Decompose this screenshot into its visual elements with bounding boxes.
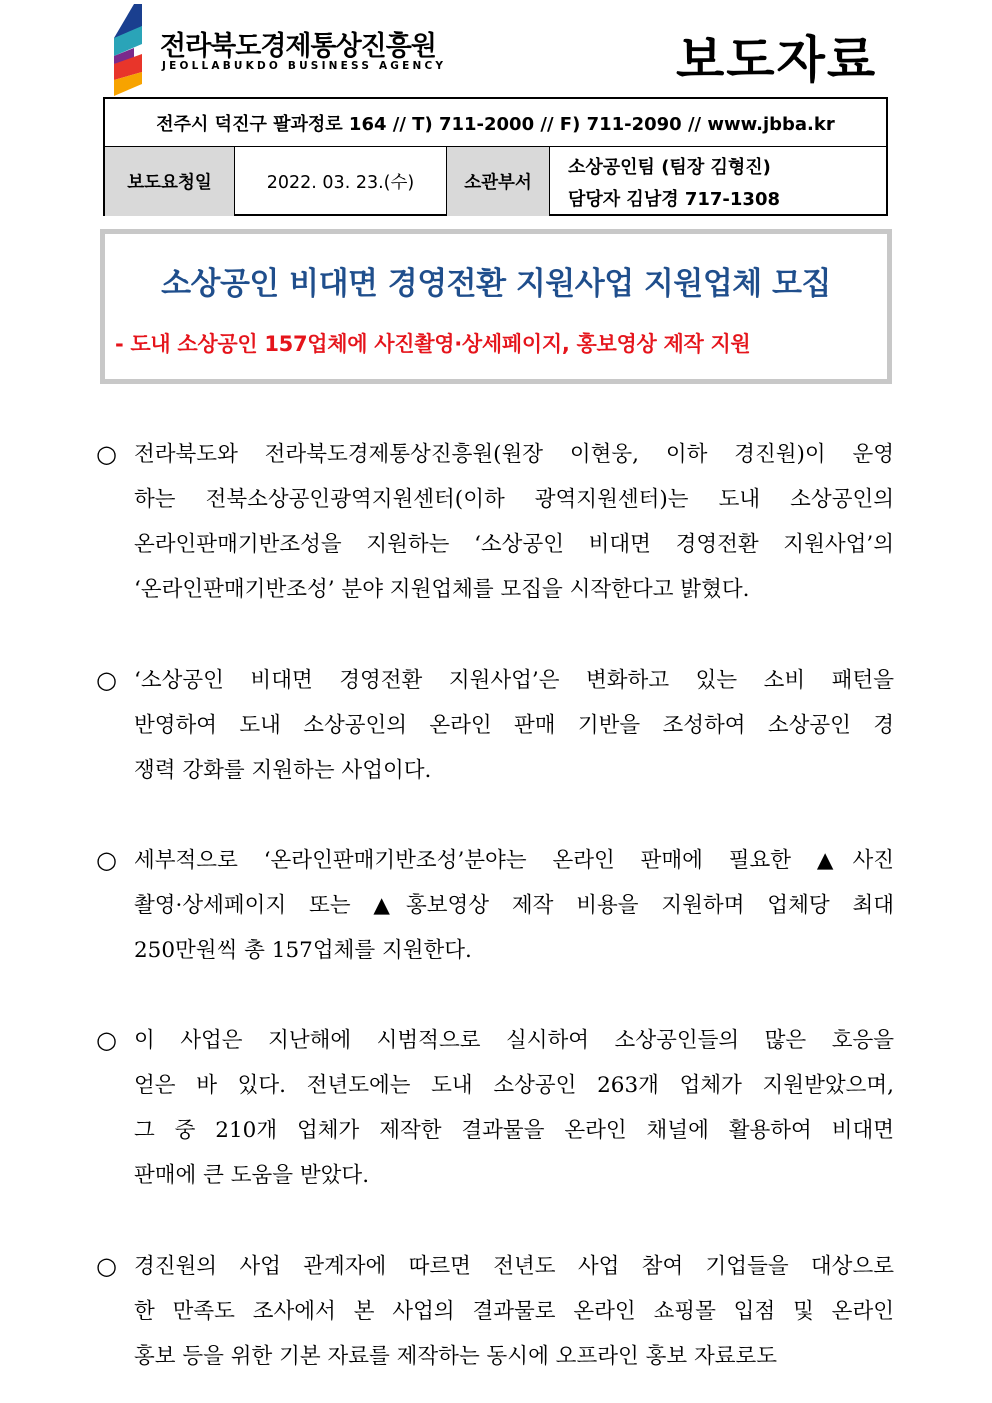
paragraph-line: 판매에 큰 도움을 받았다. [134,1163,370,1188]
bullet-circle-icon: ○ [96,1026,117,1054]
request-date-label: 보도요청일 [105,147,235,216]
paragraph-line: ‘온라인판매기반조성’ 분야 지원업체를 모집을 시작한다고 밝혔다. [134,577,750,602]
paragraph-line: 250만원씩 총 157업체를 지원한다. [134,938,472,963]
bullet-circle-icon: ○ [96,846,117,874]
bullet-circle-icon: ○ [96,1252,117,1280]
department-label: 소관부서 [447,147,550,216]
organization-name: 전라북도경제통상진흥원 [160,31,436,62]
paragraph-line: 전라북도와 전라북도경제통상진흥원(원장 이현웅, 이하 경진원)이 운영 [134,442,894,467]
request-date-value: 2022. 03. 23.(수) [235,147,447,216]
organization-logo [108,4,160,96]
paragraph-line: 홍보 등을 위한 기본 자료를 제작하는 동시에 오프라인 홍보 자료로도 [134,1344,778,1369]
headline-subtitle: - 도내 소상공인 157업체에 사진촬영·상세페이지, 홍보영상 제작 지원 [115,332,751,356]
department-contact: 담당자 김남경 717-1308 [568,188,781,210]
paragraph-line: 한 만족도 조사에서 본 사업의 결과물로 온라인 쇼핑몰 입점 및 온라인 [134,1299,894,1324]
paragraph-line: 얻은 바 있다. 전년도에는 도내 소상공인 263개 업체가 지원받았으며, [134,1073,894,1098]
organization-english-name: JEOLLABUKDO BUSINESS AGENCY [162,60,447,72]
paragraph-line: 그 중 210개 업체가 제작한 결과물을 온라인 채널에 활용하여 비대면 [134,1118,894,1143]
paragraph-line: 하는 전북소상공인광역지원센터(이하 광역지원센터)는 도내 소상공인의 [134,487,894,512]
paragraph-line: 세부적으로 ‘온라인판매기반조성’분야는 온라인 판매에 필요한 ▲사진 [134,848,894,873]
paragraph-line: 반영하여 도내 소상공인의 온라인 판매 기반을 조성하여 소상공인 경 [134,713,894,738]
bullet-circle-icon: ○ [96,440,117,468]
headline-box [100,229,892,384]
paragraph-line: 온라인판매기반조성을 지원하는 ‘소상공인 비대면 경영전환 지원사업’의 [134,532,894,557]
contact-address: 전주시 덕진구 팔과정로 164 // T) 711-2000 // F) 711-2090 // www.jbba.kr [105,99,886,147]
department-team: 소상공인팀 (팀장 김형진) [568,156,771,178]
paragraph-line: 촬영·상세페이지 또는 ▲홍보영상 제작 비용을 지원하며 업체당 최대 [134,893,894,918]
paragraph-line: 경진원의 사업 관계자에 따르면 전년도 사업 참여 기업들을 대상으로 [134,1254,894,1279]
paragraph-line: 이 사업은 지난해에 시범적으로 실시하여 소상공인들의 많은 호응을 [134,1028,894,1053]
paragraph-line: ‘소상공인 비대면 경영전환 지원사업’은 변화하고 있는 소비 패턴을 [134,668,894,693]
press-info-table [103,97,888,216]
headline-title: 소상공인 비대면 경영전환 지원사업 지원업체 모집 [161,266,831,302]
document-type-title: 보도자료 [676,31,878,89]
bullet-circle-icon: ○ [96,666,117,694]
department-value [550,147,886,216]
paragraph-line: 쟁력 강화를 지원하는 사업이다. [134,758,432,783]
